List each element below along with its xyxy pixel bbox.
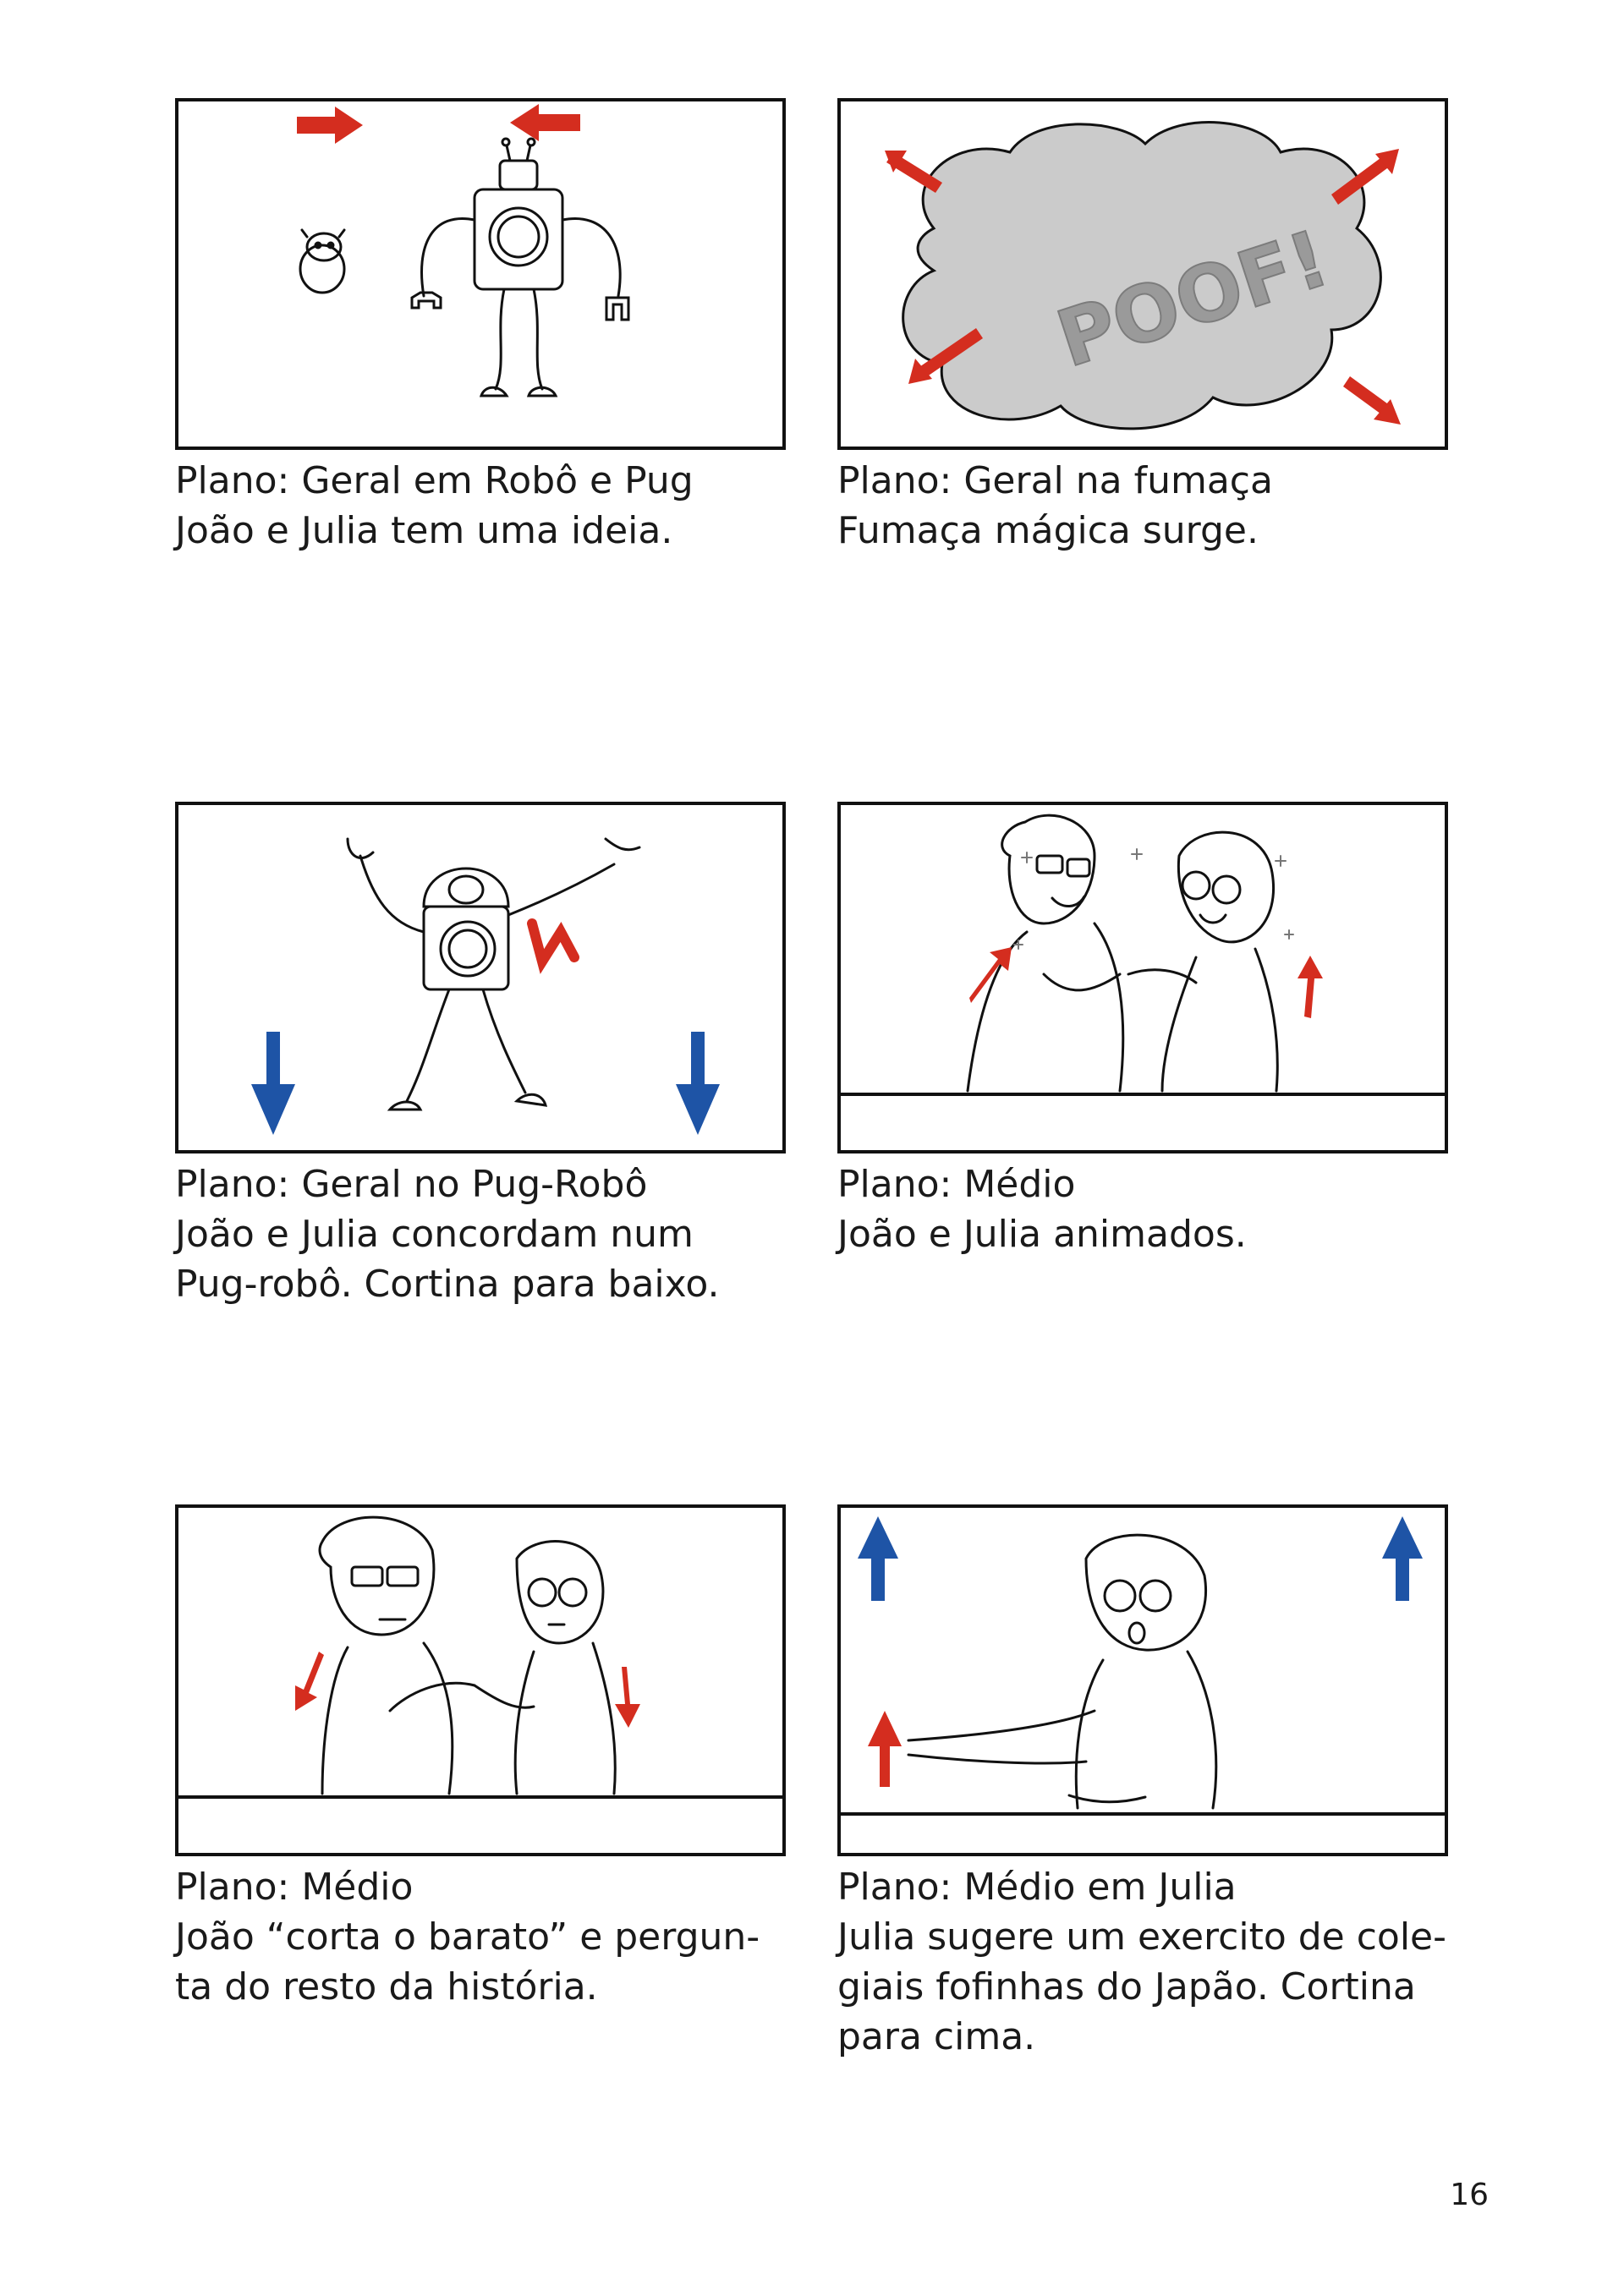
arrow-up-icon (969, 947, 1323, 1018)
panel-5-drawing (178, 1508, 782, 1853)
joao-character-icon (320, 1517, 475, 1794)
arrow-down-icon (295, 1652, 640, 1728)
shot-label: Plano: Médio (837, 1163, 1076, 1206)
storyboard-panel-4 (837, 802, 1448, 1153)
robot-icon (412, 139, 628, 396)
action-line: João e Julia animados. (837, 1213, 1247, 1256)
action-line: Pug-robô. Cortina para baixo. (175, 1263, 720, 1306)
page-number: 16 (1450, 2178, 1489, 2212)
action-line: ta do resto da história. (175, 1965, 598, 2008)
shot-label: Plano: Geral em Robô e Pug (175, 459, 694, 502)
pug-robot-icon (348, 839, 639, 1110)
panel-3-caption (175, 1159, 801, 1309)
panel-5-caption (175, 1862, 801, 2012)
arrow-down-icon (251, 1032, 720, 1135)
action-line: João “corta o barato” e pergun- (175, 1915, 760, 1959)
storyboard-panel-5 (175, 1504, 786, 1856)
arrow-left-icon (510, 104, 580, 141)
pug-icon (300, 230, 344, 293)
panel-6-caption (837, 1862, 1463, 2062)
panel-4-caption (837, 1159, 1463, 1259)
panel-6-drawing (841, 1508, 1445, 1853)
panel-3-drawing (178, 805, 782, 1150)
motion-zigzag-icon (532, 923, 574, 962)
shot-label: Plano: Médio (175, 1866, 414, 1909)
julia-character-icon (908, 1535, 1216, 1808)
shot-label: Plano: Geral na fumaça (837, 459, 1273, 502)
action-line: giais fofinhas do Japão. Cortina (837, 1965, 1416, 2008)
storyboard-panel-3 (175, 802, 786, 1153)
julia-character-icon (475, 1542, 615, 1794)
action-line: Julia sugere um exercito de cole- (837, 1915, 1447, 1959)
panel-4-drawing (841, 805, 1445, 1150)
arrow-up-icon (858, 1516, 1423, 1787)
panel-2-caption (837, 456, 1463, 556)
storyboard-panel-6 (837, 1504, 1448, 1856)
storyboard-panel-1 (175, 98, 786, 450)
panel-1-caption (175, 456, 801, 556)
panel-2-drawing (841, 101, 1445, 447)
panel-1-drawing (178, 101, 782, 447)
shot-label: Plano: Médio em Julia (837, 1866, 1237, 1909)
action-line: Fumaça mágica surge. (837, 509, 1259, 552)
julia-character-icon (1128, 832, 1277, 1091)
arrow-right-icon (297, 107, 363, 144)
action-line: João e Julia tem uma ideia. (175, 509, 673, 552)
shot-label: Plano: Geral no Pug-Robô (175, 1163, 648, 1206)
poof-sound-effect: POOF! (1046, 212, 1340, 386)
action-line: para cima. (837, 2015, 1036, 2058)
sparkle-icon (1014, 849, 1293, 949)
action-line: João e Julia concordam num (175, 1213, 694, 1256)
storyboard-panel-2 (837, 98, 1448, 450)
